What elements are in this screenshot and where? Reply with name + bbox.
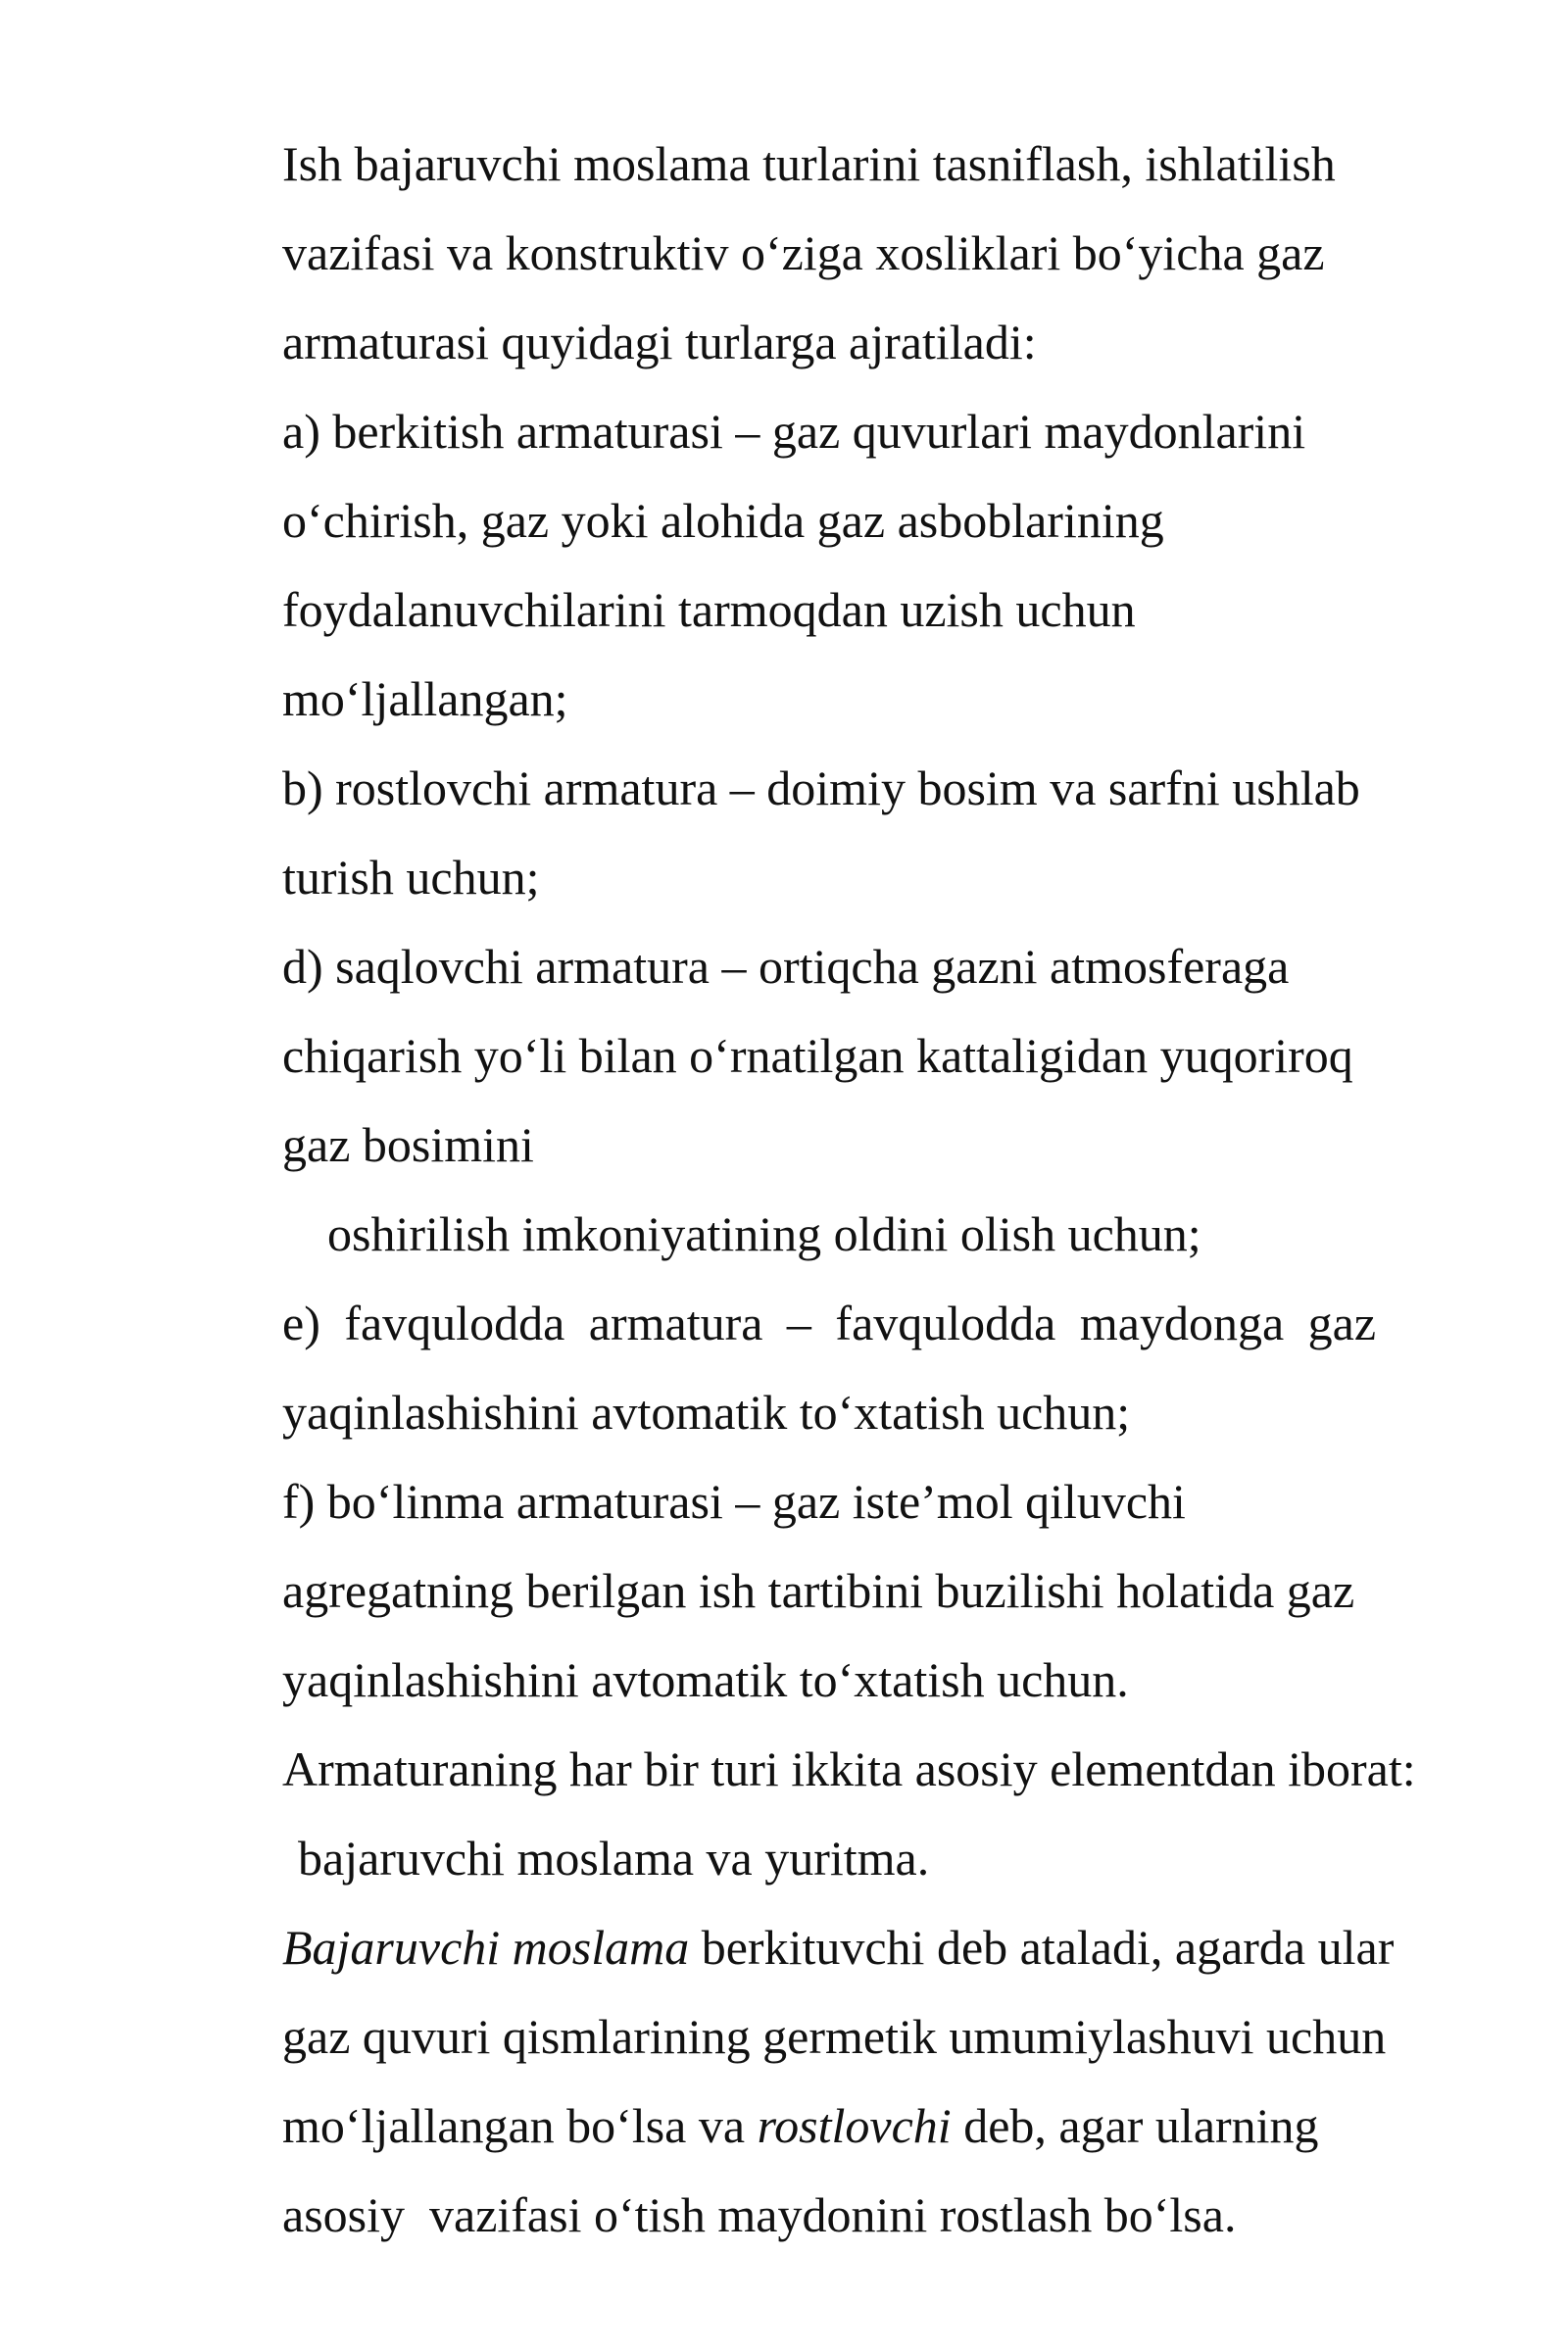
text-line: mo‘ljallangan; [282,671,568,726]
list-item-b: b) rostlovchi armatura – doimiy bosim va sarfni ushlab [282,760,1360,815]
italic-term: rostlovchi [757,2098,952,2153]
text-line: gaz bosimini [282,1117,534,1172]
text-line: o‘chirish, gaz yoki alohida gaz asboblarining [282,493,1164,548]
text-line: bajaruvchi moslama va yuritma. [298,1831,930,1886]
list-item-f: f) bo‘linma armaturasi – gaz iste’mol qiluvchi [282,1474,1186,1529]
list-item-d: d) saqlovchi armatura – ortiqcha gazni atmosferaga [282,939,1290,994]
text-line: Armaturaning har bir turi ikkita asosiy elementdan iborat: [282,1741,1416,1796]
document-body [282,120,1497,2260]
text-line: agregatning berilgan ish tartibini buzilishi holatida gaz [282,1563,1355,1618]
text-fragment: berkituvchi deb ataladi, agarda ular [689,1920,1395,1975]
text-line: chiqarish yo‘li bilan o‘rnatilgan kattaligidan yuqoriroq [282,1028,1353,1083]
text-line: yaqinlashishini avtomatik to‘xtatish uchun. [282,1652,1129,1707]
text-line: turish uchun; [282,850,540,905]
text-line: oshirilish imkoniyatining oldini olish uchun; [327,1206,1201,1261]
text-fragment: mo‘ljallangan bo‘lsa va [282,2098,758,2153]
list-item-a: a) berkitish armaturasi – gaz quvurlari maydonlarini [282,404,1306,459]
list-item-e: e) favqulodda armatura – favqulodda maydonga gaz [282,1296,1377,1350]
text-line: Ish bajaruvchi moslama turlarini tasniflash, ishlatilish [282,136,1336,191]
text-line-with-italic-term [282,2082,1497,2171]
text-fragment: deb, agar ularning [951,2098,1319,2153]
text-line: armaturasi quyidagi turlarga ajratiladi: [282,315,1037,369]
text-line: vazifasi va konstruktiv o‘ziga xosliklari bo‘yicha gaz [282,225,1325,280]
italic-term: Bajaruvchi moslama [282,1920,690,1975]
text-line-with-italic-term [282,1903,1497,1992]
text-line: gaz quvuri qismlarining germetik umumiylashuvi uchun [282,2009,1387,2064]
text-line: foydalanuvchilarini tarmoqdan uzish uchun [282,582,1136,637]
text-line: asosiy vazifasi o‘tish maydonini rostlash bo‘lsa. [282,2187,1237,2242]
text-line: yaqinlashishini avtomatik to‘xtatish uchun; [282,1385,1131,1440]
